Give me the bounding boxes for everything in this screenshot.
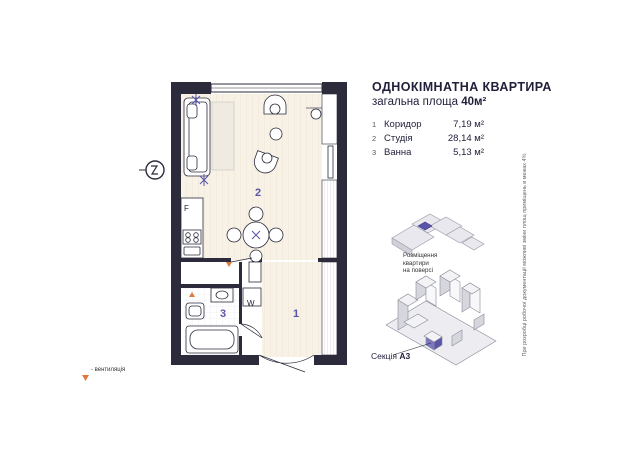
caption-line: квартири (403, 259, 429, 267)
section-prefix: Секція (371, 351, 397, 361)
room-name: Студія (384, 133, 413, 144)
room-3-label: 3 (220, 308, 227, 320)
room-area: 5,13 м² (453, 147, 484, 158)
wardrobe-rail (322, 180, 337, 258)
section-label (371, 351, 410, 361)
compass-icon (139, 161, 164, 179)
room-2-label: 2 (255, 187, 262, 199)
wardrobe (322, 94, 337, 144)
desk-chair (311, 109, 321, 119)
room-number: 2 (372, 134, 377, 143)
corridor-wardrobe (322, 262, 337, 355)
corridor-floor (262, 262, 322, 357)
room-area: 7,19 м² (453, 119, 484, 130)
room-number: 1 (372, 120, 377, 129)
fridge-label: F (184, 204, 189, 213)
total-area-value: 40м² (461, 96, 487, 108)
rug (212, 102, 234, 170)
caption-line: Розміщення (403, 252, 438, 259)
room-area: 28,14 м² (447, 133, 484, 144)
ventilation-icon (226, 262, 232, 267)
site-plan-top (392, 214, 484, 256)
note-text: При розробці робочої документації можливі зміни площ приміщень в межах 4% (522, 153, 528, 357)
site-plan-caption (403, 252, 437, 275)
ventilation-legend: - вентиляція (91, 367, 126, 373)
section-value: А3 (399, 351, 411, 361)
legend-vent-icon (82, 368, 88, 374)
room-1-label: 1 (293, 308, 300, 320)
room-name: Коридор (384, 119, 422, 130)
total-area-label: загальна площа (372, 96, 458, 108)
caption-line: на поверсі (403, 267, 433, 274)
tv-panel (328, 146, 333, 178)
room-number: 3 (372, 148, 377, 157)
sofa (184, 98, 210, 176)
coffee-table (270, 128, 282, 140)
apartment-title: ОДНОКІМНАТНА КВАРТИРА (372, 80, 552, 94)
room-name: Ванна (384, 147, 412, 158)
washer-label: W (247, 299, 255, 308)
